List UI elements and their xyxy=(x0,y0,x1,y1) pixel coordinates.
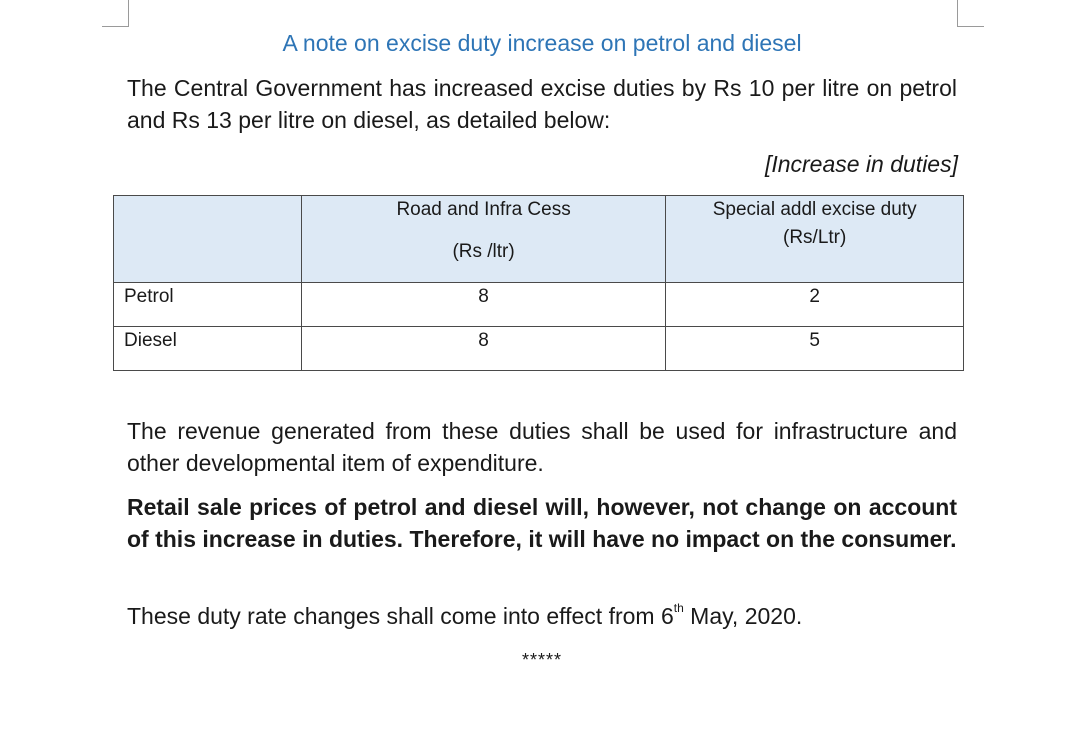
end-separator: ***** xyxy=(521,650,563,670)
retail-price-paragraph: Retail sale prices of petrol and diesel will, however, not change on account of this increase in duties. Therefore, it will have no impact on the consumer. xyxy=(127,494,957,552)
header-blank-cell xyxy=(114,196,302,283)
intro-paragraph: The Central Government has increased excise duties by Rs 10 per litre on petrol and Rs 13 per litre on diesel, as detailed below: xyxy=(127,75,957,133)
page-corner-mark-left xyxy=(102,0,129,27)
effective-date-text: These duty rate changes shall come into effect from 6 xyxy=(127,603,674,629)
header-sad-unit: (Rs/Ltr) xyxy=(783,227,847,248)
row-label-petrol: Petrol xyxy=(114,283,302,327)
header-cess-unit: (Rs /ltr) xyxy=(452,241,515,262)
effective-date-month: May, 2020. xyxy=(683,603,803,629)
revenue-paragraph: The revenue generated from these duties shall be used for infrastructure and other developmental item of expenditure. xyxy=(127,418,957,476)
ordinal-suffix: th xyxy=(673,601,684,615)
header-sad-cell xyxy=(666,196,964,283)
diesel-sad-value: 5 xyxy=(666,327,964,371)
header-cess-title: Road and Infra Cess xyxy=(396,199,571,220)
table-row xyxy=(114,283,964,327)
header-cess-cell xyxy=(301,196,666,283)
table-row xyxy=(114,327,964,371)
diesel-cess-value: 8 xyxy=(301,327,666,371)
petrol-cess-value: 8 xyxy=(301,283,666,327)
table-header-row xyxy=(114,196,964,283)
effective-date-paragraph xyxy=(127,600,802,632)
table-qualifier: [Increase in duties] xyxy=(764,151,958,177)
page-corner-mark-right xyxy=(957,0,984,27)
petrol-sad-value: 2 xyxy=(666,283,964,327)
duty-table xyxy=(113,195,964,371)
row-label-diesel: Diesel xyxy=(114,327,302,371)
header-sad-title: Special addl excise duty xyxy=(712,199,917,220)
document-title: A note on excise duty increase on petrol and diesel xyxy=(282,30,802,56)
